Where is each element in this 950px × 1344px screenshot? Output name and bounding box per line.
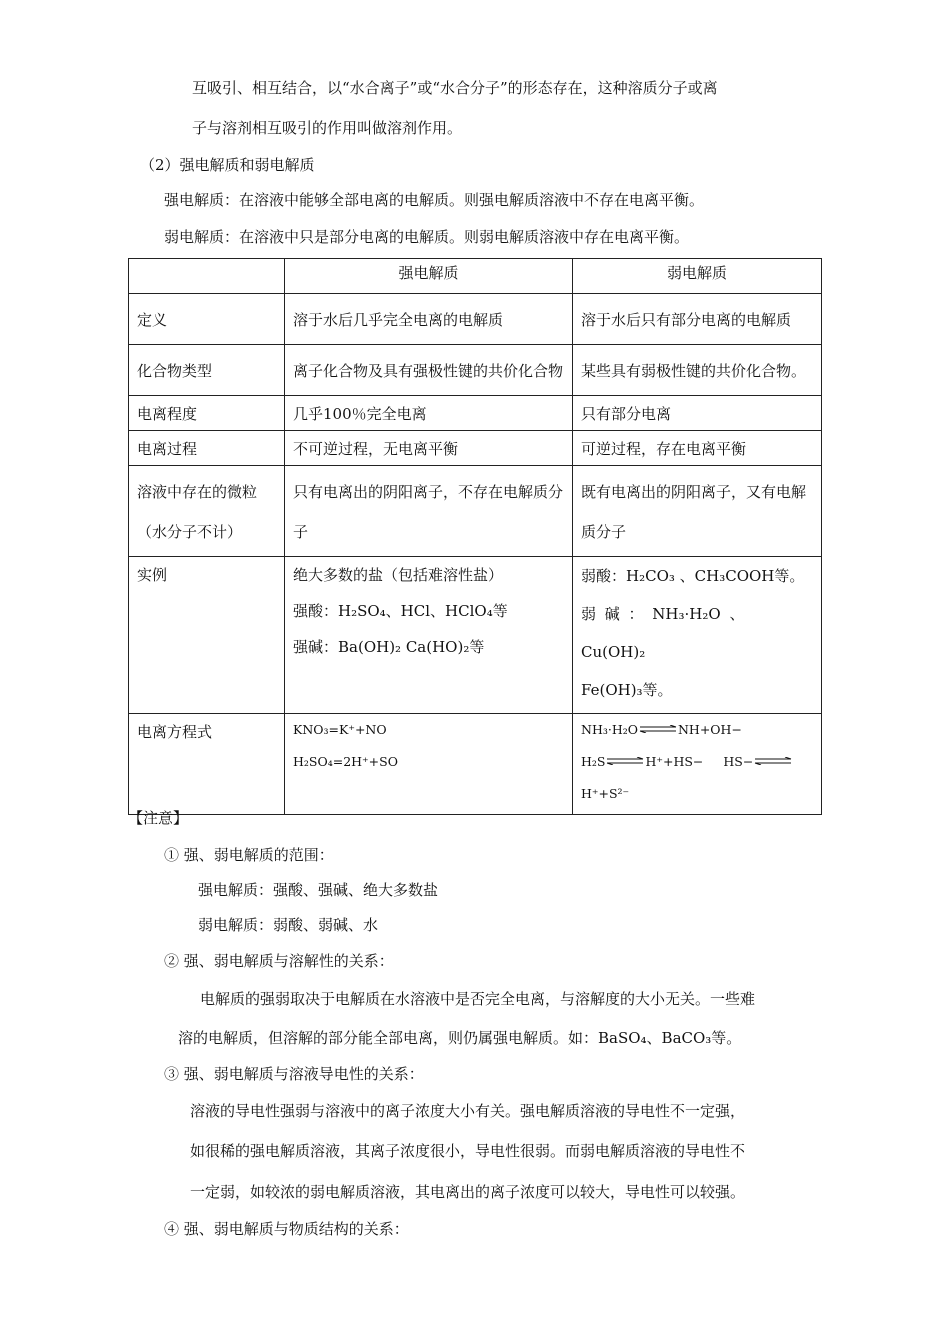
- note-1-heading: ① 强、弱电解质的范围：: [164, 846, 334, 864]
- row-label: 电离方程式: [129, 714, 285, 815]
- strong-example-acids: 强酸：H₂SO₄、HCl、HClO₄等: [293, 602, 508, 620]
- row-label: 实例: [129, 557, 285, 714]
- weak-equations-cell: [573, 714, 822, 815]
- strong-electrolyte-definition: 强电解质：在溶液中能够全部电离的电解质。则强电解质溶液中不存在电离平衡。: [164, 191, 705, 209]
- strong-cell: 离子化合物及具有强极性键的共价化合物: [285, 345, 573, 396]
- weak-example-acids: 弱酸：H₂CO₃ 、CH₃COOH等。: [581, 567, 805, 585]
- section-heading: （2）强电解质和弱电解质: [140, 156, 315, 174]
- weak-example-bases-cont: Fe(OH)₃等。: [581, 681, 673, 699]
- reversible-arrow-icon: [638, 725, 678, 733]
- equation-nh3-right: NH+OH−: [677, 722, 742, 737]
- equation-h2s-b: H⁺+HS−: [645, 754, 704, 769]
- row-label: 溶液中存在的微粒（水分子不计）: [129, 466, 285, 557]
- strong-cell: 溶于水后几乎完全电离的电解质: [285, 294, 573, 345]
- weak-cell: 可逆过程，存在电离平衡: [573, 431, 822, 466]
- weak-example-bases: 弱 碱 ： NH₃·H₂O 、 Cu(OH)₂: [581, 605, 745, 661]
- equation-h2s-a: H₂S: [581, 754, 606, 769]
- equation-kno3: KNO₃=K⁺+NO: [293, 722, 387, 737]
- weak-cell: 只有部分电离: [573, 396, 822, 431]
- equation-nh3: [581, 714, 813, 746]
- table-row: [129, 431, 822, 466]
- table-row-examples: [129, 557, 822, 714]
- intro-line-2: 子与溶剂相互吸引的作用叫做溶剂作用。: [192, 119, 463, 137]
- table-row-equations: [129, 714, 822, 815]
- table-row: [129, 466, 822, 557]
- header-empty-cell: [129, 259, 285, 294]
- note-3-paragraph-line-1: 溶液的导电性强弱与溶液中的离子浓度大小有关。强电解质溶液的导电性不一定强，: [190, 1102, 746, 1120]
- strong-cell: 不可逆过程，无电离平衡: [285, 431, 573, 466]
- strong-cell: 只有电离出的阴阳离子，不存在电解质分子: [285, 466, 573, 557]
- note-1-strong: 强电解质：强酸、强碱、绝大多数盐: [198, 881, 439, 899]
- weak-cell: 既有电离出的阴阳离子，又有电解质分子: [573, 466, 822, 557]
- reversible-arrow-icon: [753, 757, 793, 765]
- weak-examples-cell: [573, 557, 822, 714]
- strong-example-bases: 强碱：Ba(OH)₂ Ca(HO)₂等: [293, 638, 485, 656]
- header-strong: 强电解质: [285, 259, 573, 294]
- equation-hs-d: H⁺+S²⁻: [581, 786, 630, 801]
- equation-hs-c: HS−: [723, 754, 754, 769]
- weak-cell: 溶于水后只有部分电离的电解质: [573, 294, 822, 345]
- weak-electrolyte-definition: 弱电解质：在溶液中只是部分电离的电解质。则弱电解质溶液中存在电离平衡。: [164, 228, 690, 246]
- equation-nh3-left: NH₃·H₂O: [581, 722, 638, 737]
- equation-h2s: [581, 746, 813, 810]
- header-weak: 弱电解质: [573, 259, 822, 294]
- note-2-heading: ② 强、弱电解质与溶解性的关系：: [164, 952, 394, 970]
- row-label: 电离程度: [129, 396, 285, 431]
- strong-cell: 几乎100％完全电离: [285, 396, 573, 431]
- row-label: 定义: [129, 294, 285, 345]
- table-row: [129, 396, 822, 431]
- strong-examples-cell: [285, 557, 573, 714]
- notes-title: 【注意】: [128, 809, 189, 827]
- table-row: [129, 345, 822, 396]
- intro-line-1: 互吸引、相互结合，以“水合离子”或“水合分子”的形态存在，这种溶质分子或离: [192, 79, 718, 97]
- equation-h2so4: H₂SO₄=2H⁺+SO: [293, 754, 398, 769]
- note-3-paragraph-line-2: 如很稀的强电解质溶液，其离子浓度很小，导电性很弱。而弱电解质溶液的导电性不: [190, 1142, 746, 1160]
- comparison-table: [128, 258, 822, 815]
- reversible-arrow-icon: [605, 757, 645, 765]
- table-header-row: [129, 259, 822, 294]
- row-label: 电离过程: [129, 431, 285, 466]
- note-3-paragraph-line-3: 一定弱，如较浓的弱电解质溶液，其电离出的离子浓度可以较大，导电性可以较强。: [190, 1183, 746, 1201]
- note-1-weak: 弱电解质：弱酸、弱碱、水: [198, 916, 379, 934]
- weak-cell: 某些具有弱极性键的共价化合物。: [573, 345, 822, 396]
- note-2-paragraph-line-1: 电解质的强弱取决于电解质在水溶液中是否完全电离，与溶解度的大小无关。一些难: [200, 990, 756, 1008]
- strong-equations-cell: [285, 714, 573, 815]
- note-4-heading: ④ 强、弱电解质与物质结构的关系：: [164, 1220, 409, 1238]
- note-2-paragraph-line-2: 溶的电解质，但溶解的部分能全部电离，则仍属强电解质。如：BaSO₄、BaCO₃等。: [178, 1029, 742, 1047]
- note-3-heading: ③ 强、弱电解质与溶液导电性的关系：: [164, 1065, 424, 1083]
- table-row: [129, 294, 822, 345]
- strong-example-salts: 绝大多数的盐（包括难溶性盐）: [293, 566, 504, 584]
- row-label: 化合物类型: [129, 345, 285, 396]
